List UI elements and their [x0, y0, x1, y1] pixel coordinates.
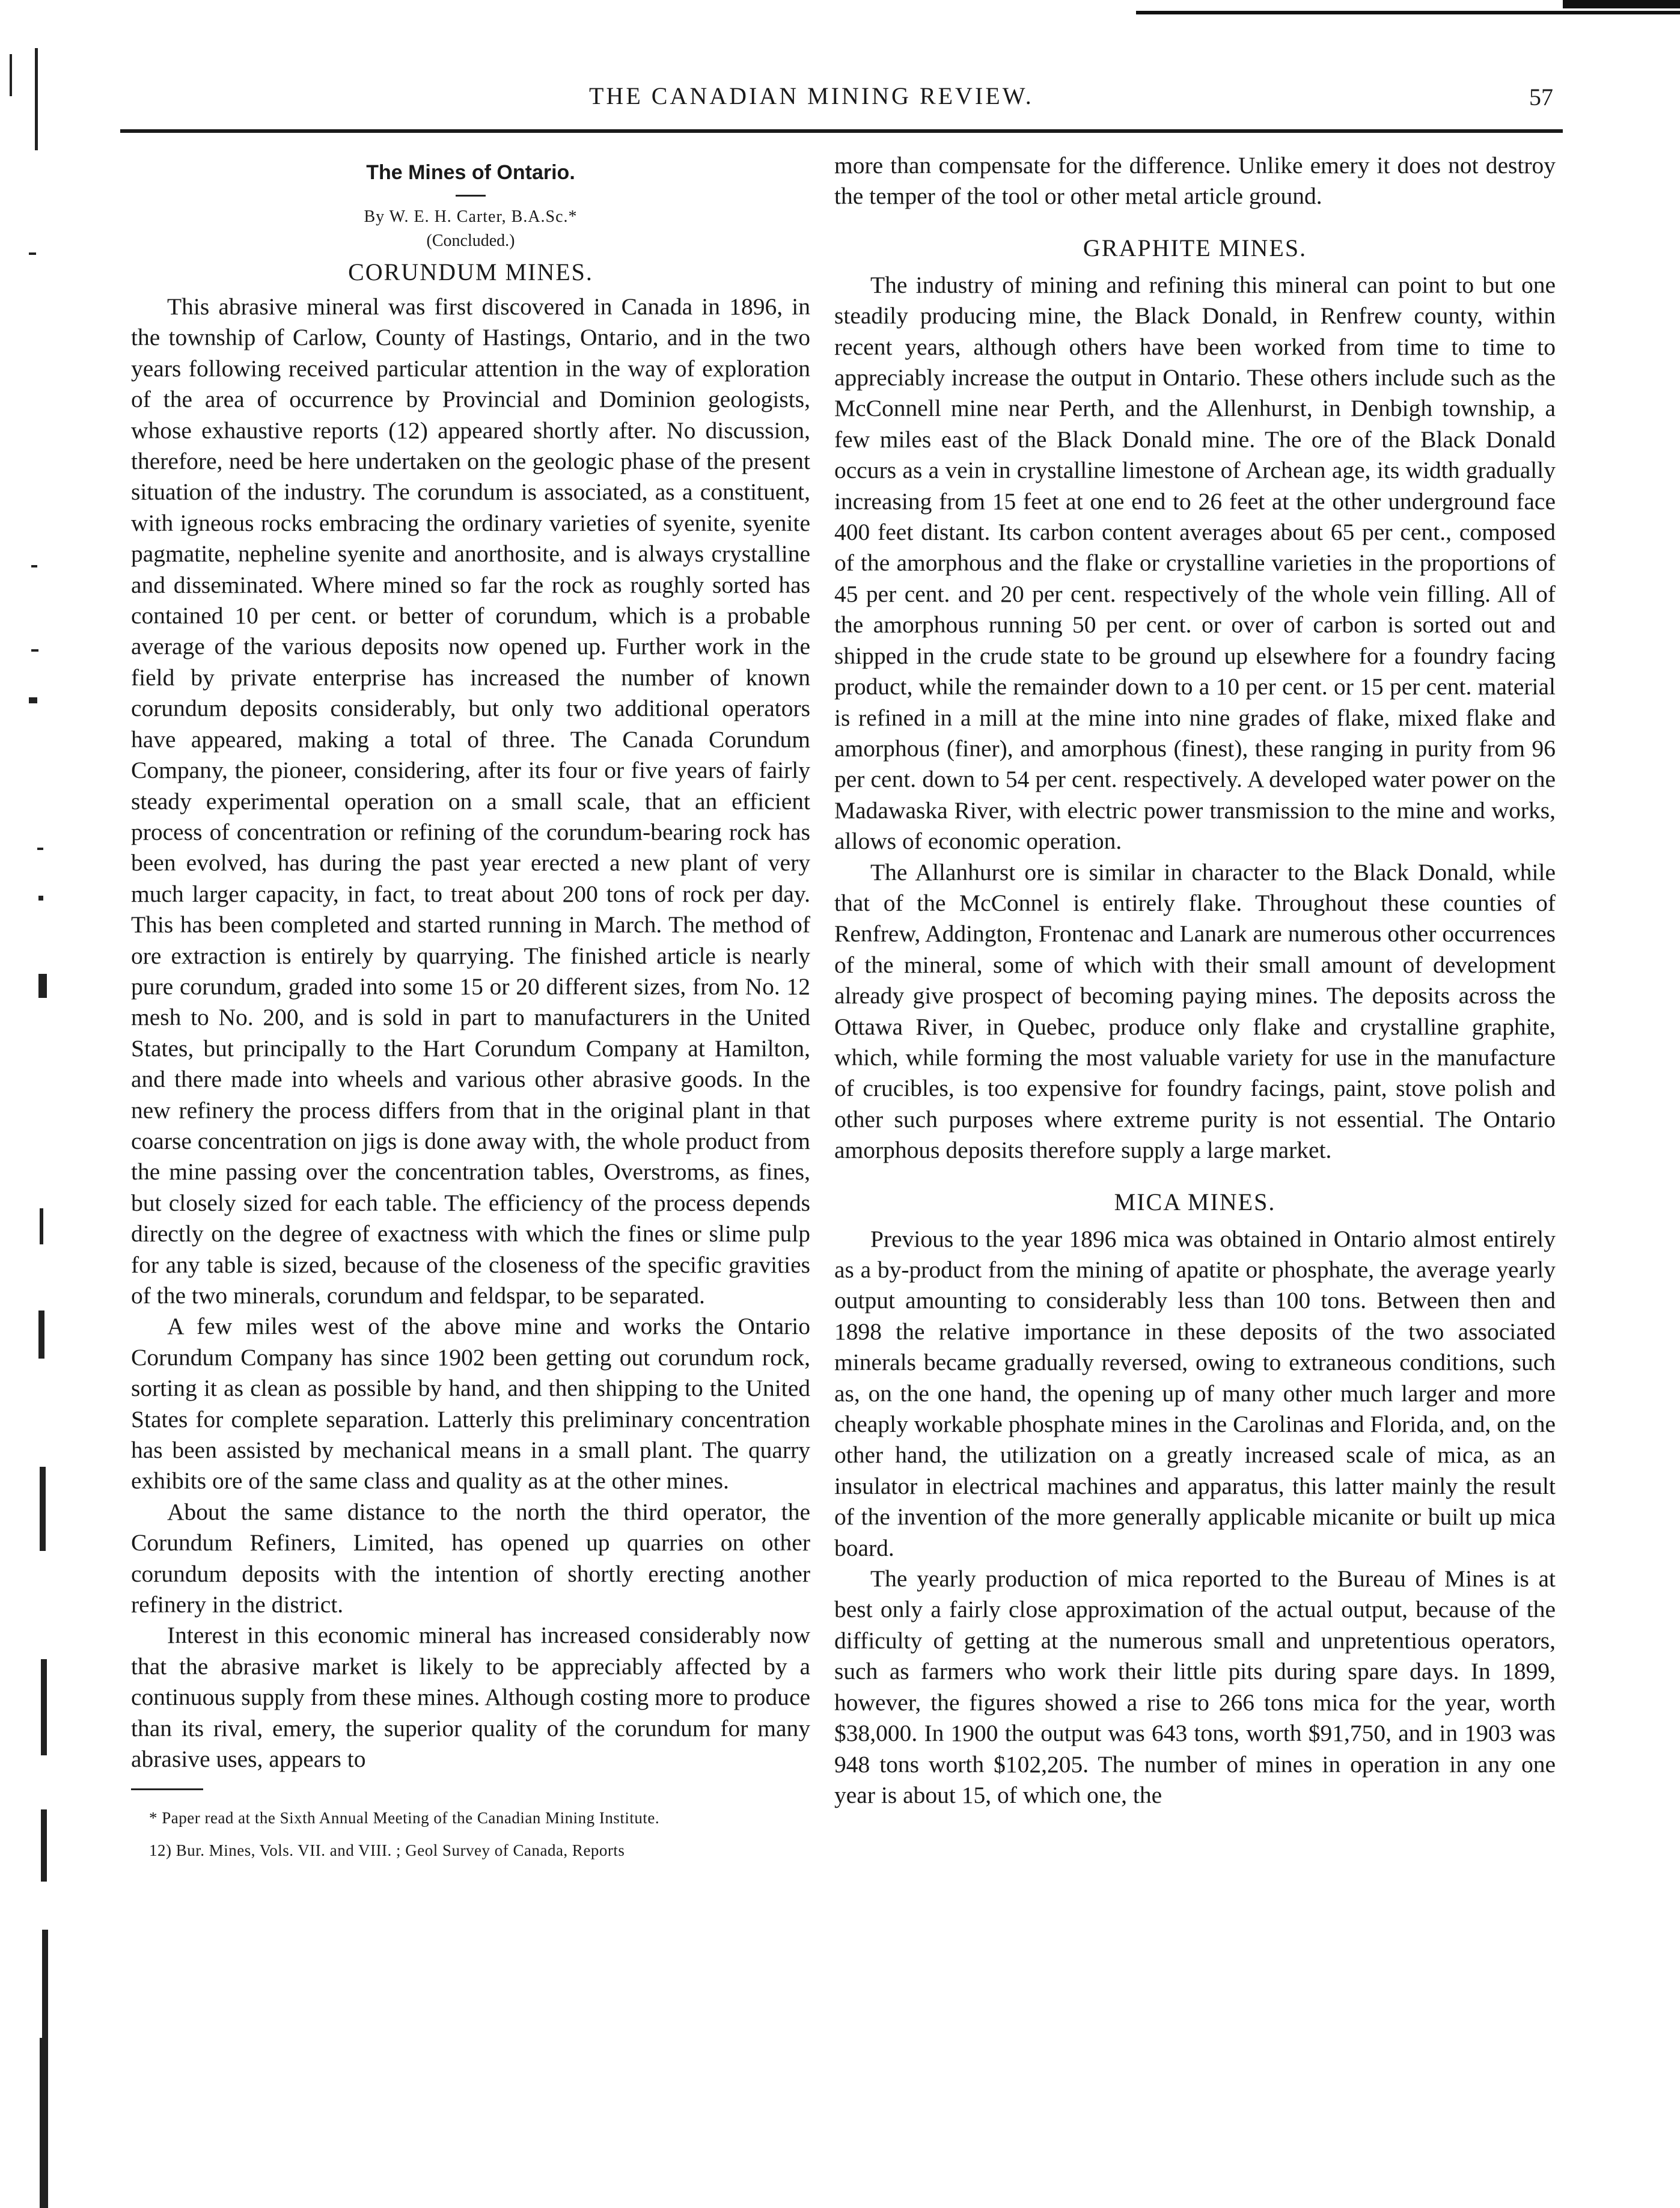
running-title: THE CANADIAN MINING REVIEW.: [589, 82, 1034, 109]
section-heading-mica: MICA MINES.: [1114, 1188, 1276, 1216]
article-note: (Concluded.): [426, 231, 515, 250]
section-heading-corundum: CORUNDUM MINES.: [348, 258, 593, 286]
corundum-paragraph: About the same distance to the north the third operator, the Corundum Refiners, Limited, has opened up quarries on other corundum deposits with the intention of shortly erecting another refinery in the district.: [131, 1498, 810, 1618]
running-header: [120, 77, 1563, 125]
corundum-paragraph: This abrasive mineral was first discovered in Canada in 1896, in the township of Carlow, County of Hastings, Ontario, and in the two years following received particular attention in the way of exploration of the area of occurrence by Provincial and Dominion geologists, whose exhaustive reports (12) appeared shortly after. No discussion, therefore, need be here undertaken on the geologic phase of the present situation of the industry. The corundum is associated, as a constituent, with igneous rocks embracing the ordinary varieties of syenite, syenite pagmatite, nepheline syenite and anorthosite, and is always crystalline and disseminated. Where mined so far the rock as roughly sorted has contained 10 per cent. or better of corundum, which is a probable average of the various deposits now opened up. Further work in the field by private enterprise has increased the number of known corundum deposits considerably, but only two additional operators have appeared, making a total of three. The Canada Corundum Company, the pioneer, considering, after its four or five years of fairly steady experimental operation on a small scale, that an efficient process of concentration or refining of the corundum-bearing rock has been evolved, has during the past year erected a new plant of very much larger capacity, in fact, to treat about 200 tons of rock per day. This has been completed and started running in March. The method of ore extraction is entirely by quarrying. The finished article is nearly pure corundum, graded into some 15 or 20 different sizes, from No. 12 mesh to No. 200, and is sold in part to manufacturers in the United States, but principally to the Hart Corundum Company at Hamilton, and there made into wheels and various other abrasive goods. In the new refinery the process differs from that in the original plant in that coarse concentration on jigs is done away with, the whole product from the mine passing over the concentration tables, Overstroms, as fines, but closely sized for each table. The efficiency of the process depends directly on the degree of exactness with which the fines or slime pulp for any table is sized, because of the closeness of the specific gravities of the two minerals, corundum and feldspar, to be separated.: [131, 293, 810, 1309]
title-divider: [456, 195, 486, 197]
graphite-paragraph: The industry of mining and refining this mineral can point to but one steadily producing mine, the Black Donald, in Renfrew county, within recent years, although others have been worked from time to time to appreciably increase the output in Ontario. These others include such as the McConnell mine near Perth, and the Allenhurst, in Denbigh township, a few miles east of the Black Donald mine. The ore of the Black Donald occurs as a vein in crystalline limestone of Archean age, its width gradually increasing from 15 feet at one end to 26 feet at the other underground face 400 feet distant. Its carbon content averages about 65 per cent., composed of the amorphous and the flake or crystalline varieties in the proportions of 45 per cent. and 20 per cent. respectively of the whole vein filling. All of the amorphous running 50 per cent. or over of carbon is sorted out and shipped in the crude state to be ground up elsewhere for a foundry facing product, while the remainder down to a 10 per cent. or 15 per cent. material is refined in a mill at the mine into nine grades of flake, mixed flake and amorphous (finer), and amorphous (finest), these ranging in purity from 96 per cent. down to 54 per cent. respectively. A developed water power on the Madawaska River, with electric power transmission to the mine and works, allows of economic operation.: [834, 271, 1556, 855]
mica-paragraph: The yearly production of mica reported to the Bureau of Mines is at best only a fairly close approximation of the actual output, because of the difficulty of getting at the numerous small and unpretentious operators, such as farmers who work their little pits during spare days. In 1899, however, the figures showed a rise to 266 tons mica for the year, worth $38,000. In 1900 the output was 643 tons, worth $91,750, and in 1903 was 948 tons worth $102,205. The number of mines in operation in any one year is about 15, of which one, the: [834, 1565, 1556, 1808]
scan-edge-mark: [1136, 11, 1680, 14]
page-number: 57: [1529, 84, 1553, 111]
article-title: The Mines of Ontario.: [366, 161, 575, 184]
mica-paragraph: Previous to the year 1896 mica was obtained in Ontario almost entirely as a by-product from the mining of apatite or phosphate, the average yearly output amounting to considerably less than 100 tons. Between then and 1898 the relative importance in these deposits of the two associated minerals became gradually reversed, owing to extraneous conditions, such as, on the one hand, the opening up of many other much larger and more cheaply workable phosphate mines in the Carolinas and Florida, and, on the other hand, the utilization on a greatly increased scale of mica, as an insulator in electrical machines and apparatus, this latter mainly the result of the invention of the more generally applicable micanite or built up mica board.: [834, 1225, 1556, 1561]
left-column: [131, 150, 810, 1872]
article-byline: By W. E. H. Carter, B.A.Sc.*: [364, 207, 578, 226]
scan-gutter-marks: [5, 36, 83, 2200]
scan-gutter-bar: [40, 2038, 48, 2208]
footnote: * Paper read at the Sixth Annual Meeting of the Canadian Mining Institute.: [149, 1808, 660, 1827]
corundum-paragraph: Interest in this economic mineral has increased considerably now that the abrasive market is likely to be appreciably affected by a continuous supply from these mines. Although costing more to produce than its rival, emery, the superior quality of the corundum for many abrasive uses, appears to: [131, 1622, 810, 1773]
header-rule: [120, 129, 1563, 133]
section-heading-graphite: GRAPHITE MINES.: [1083, 234, 1307, 261]
scan-edge-mark: [1563, 0, 1680, 8]
corundum-paragraph: A few miles west of the above mine and works the Ontario Corundum Company has since 1902 been getting out corundum rock, sorting it as clean as possible by hand, and then shipping to the United States for complete separation. Latterly this preliminary concentration has been assisted by mechanical means in a small plant. The quarry exhibits ore of the same class and quality as at the other mines.: [131, 1313, 810, 1494]
footnote: 12) Bur. Mines, Vols. VII. and VIII. ; Geol Survey of Canada, Reports: [149, 1841, 625, 1859]
graphite-paragraph: The Allanhurst ore is similar in character to the Black Donald, while that of the McConnel is entirely flake. Throughout these counties of Renfrew, Addington, Frontenac and Lanark are numerous other occurrences of the mineral, some of which with their small amount of development already give prospect of becoming paying mines. The deposits across the Ottawa River, in Quebec, produce only flake and crystalline graphite, which, while forming the most valuable variety for use in the manufacture of crucibles, is too expensive for foundry facings, paint, stove polish and other such purposes where extreme purity is not essential. The Ontario amorphous deposits therefore supply a large market.: [834, 858, 1556, 1164]
right-column: [834, 150, 1556, 1811]
footnote-rule: [131, 1788, 203, 1790]
corundum-paragraph-continued: more than compensate for the difference. Unlike emery it does not destroy the temper of the tool or other metal article ground.: [834, 152, 1556, 210]
